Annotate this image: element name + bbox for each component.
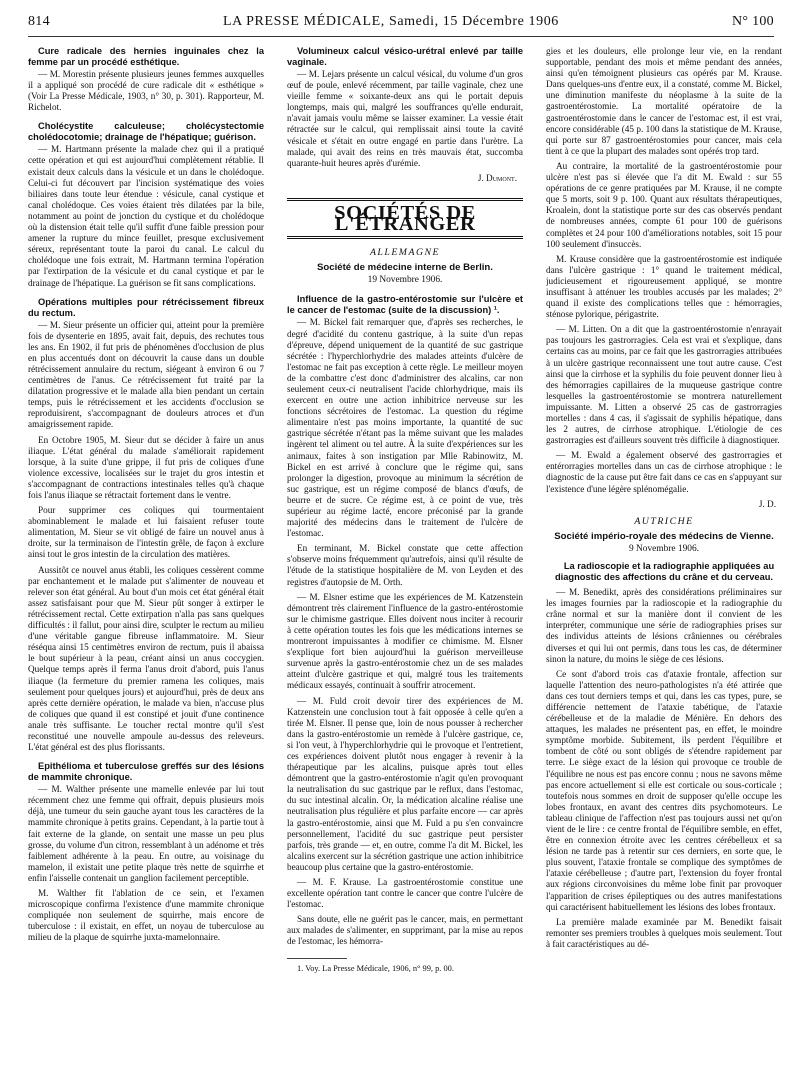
article-paragraph: Aussitôt ce nouvel anus établi, les coliques cessèrent comme par enchantement et le malade put s'alimenter de nouveau et relever son état général. Au bout d'un mois cet état général était assez satisfaisant pour que M. Sieur pût songer à extirper le rétrécissement rectal. Cette extirpation n'alla pas sans quelques difficultés : il fallut, pour ainsi dire, sculpter le rectum au milieu d'une véritable gangue fibreuse inflammatoire. M. Sieur réséqua ainsi 15 centimètres environ de rectum, puis il abaissa le bout supérieur à la peau, créant ainsi un anus coccygien. Quelque temps après il ferma l'anus droit d'abord, puis l'anus iliaque (la fermeture du premier ramena les coliques, mais seulement pour quelques jours) et aujourd'hui, près de deux ans après cette dernière opération, le malade va bien, n'accuse plus de coliques que quand il est constipé et jouit d'une continence anale très suffisante. Le toucher rectal montre qu'il s'est reconstitué une nouvelle ampoule au-dessus des releveurs. L'état général est des plus florissants. (28, 564, 264, 753)
article-paragraph: Au contraire, la mortalité de la gastroentérostomie pour ulcère n'est pas si élevée que l'a dit M. Ewald : sur 55 opérations de ce genre pratiquées par M. Krause, il ne compte que 5 morts, soit 9 p. 100. Quant aux résultats thérapeutiques, Kroalein, dont la statistique porte sur des cas observés pendant de nombreuses années, compte 61 pour 100 de guérisons complètes et 24 pour 100 d'améliorations notables, soit 15 pour 100 seulement d'insuccès. (546, 160, 782, 249)
footnote-rule (287, 958, 347, 959)
section-banner: SOCIÉTÉS DE L'ÉTRANGER (287, 198, 523, 239)
article-paragraph: Pour supprimer ces coliques qui tourmentaient abominablement le malade et lui faisaient refuser toute alimentation, M. Sieur se vit obligé de faire un nouvel anus à droite, sur la terminaison de l'intestin grêle, de façon à exclure ainsi tout le gros intestin de la circulation des matières. (28, 505, 264, 560)
header-rule (28, 36, 774, 37)
article-title-calcul: Volumineux calcul vésico-urétral enlevé par taille vaginale. (287, 46, 523, 67)
article-paragraph: En Octobre 1905, M. Sieur dut se décider à faire un anus iliaque. L'état général du malade s'améliorait rapidement lorsque, à la suite d'une grippe, il fut pris de coliques d'une violence excessive, localisées sur le trajet du gros intestin et s'accompagnant de contractions intestinales telles qu'à chaque fois l'anus iliaque se rétractait fortement dans le ventre. (28, 434, 264, 500)
society-name: Société império-royale des médecins de Vienne. (554, 530, 774, 542)
article-title-rectum: Opérations multiples pour rétrécissement fibreux du rectum. (28, 296, 264, 318)
article-paragraph: — M. Elsner estime que les expériences de M. Katzenstein démontrent très clairement l'influence de la gastro-entérostomie sur le chimisme gastrique. Elles doivent nous inciter à recourir à cette opération toutes les fois que les médications internes se montreront impuissantes à modifier ce chimisme. M. Elsner s'explique fort bien aujourd'hui la guérison merveilleuse survenue après la gastro-entérostomie chez un de ses malades atteint d'ulcère gastrique et qui, malgré tous les traitements médicaux essayés, continuait à souffrir atrocement. (287, 591, 523, 691)
article-paragraph: M. Krause considère que la gastroentérostomie est indiquée dans l'ulcère gastrique : 1° quand le traitement médical, judicieusement et rigoureusement appliqué, se montre insuffisant à atténuer les troubles accusés par les malades; 2° quand il existe des complications telles que : hémorragies, sténose pylorique, périgastrite. (546, 253, 782, 320)
article-paragraph: M. Walther fit l'ablation de ce sein, et l'examen microscopique confirma l'existence d'une mammite chronique compliquée non seulement de squirrhe, mais encore de tuberculose : il existait, en effet, un noyau de tuberculose au milieu de la plaque de squirrhe juxta-mamelonnaire. (28, 888, 264, 943)
article-paragraph: En terminant, M. Bickel constate que cette affection s'observe moins fréquemment qu'autrefois, ainsi qu'il résulte de l'étude de la statistique hospitalière de M. von Leyden et des registres d'autopsie de M. Orth. (287, 543, 523, 587)
column-1 (28, 46, 264, 1076)
author-signature: J. D. (758, 498, 776, 509)
article-title-hernies: Cure radicale des hernies inguinales chez la femme par un procédé esthétique. (28, 46, 264, 67)
article-paragraph: — M. Hartmann présente la malade chez qui il a pratiqué cette opération et qui est aujourd'hui complètement rétablie. Il existait deux calculs dans la vésicule et un dans le cholédoque. Celui-ci fut découvert par l'incision systématique des voies biliaires dans toute leur étendue : vésicule, canal cystique et canal cholédoque. Ces voies étaient très dilatées par la bile, notamment au point de jonction du cystique et du cholédoque où la distension était telle qu'il suffit d'une faible pression pour amener la rupture du mince feuillet, presque exclusivement séreux, représentant toute la paroi du canal. Le calcul du cholédoque une fois extrait, M. Hartmann termina l'opération par l'extirpation de la vésicule et du canal cystique et par le drainage de l'hépatique. La guérison se fit sans complications. (28, 144, 264, 288)
article-title-radioscopie: La radioscopie et la radiographie appliquées au diagnostic des affections du crâne et du cerveau. (554, 561, 775, 583)
article-paragraph: — M. Fuld croit devoir tirer des expériences de M. Katzenstein une conclusion tout à fait opposée à celle qu'en a tirée M. Elsner. Il pense que, loin de nous pousser à rechercher dans la gastro-entérostomie un remède à l'ulcère gastrique, ce, si l'on veut, à l'hyperchlorhydrie qui le provoque et l'entretient, ces expériences doivent plutôt nous engager à revenir à la thérapeutique par les alcalins, puisque après tout elles démontrent que la gastro-entérostomie n'agit qu'en provoquant la neutralisation du suc gastrique par le reflux, dans l'estomac, du suc intestinal alcalin. Or, la médication alcaline réalise une neutralisation plus régulière et plus parfaite encore — car après la gastro-entérostomie, ainsi que M. Fuld a pu s'en convaincre personnellement, l'acidité du suc gastrique peut persister parfois, très grande — et, en outre, comme l'a dit M. Bickel, les alcalins exercent sur la sécrétion gastrique une action inhibitrice beaucoup plus certaine que la gastro-entérostomie. (287, 695, 523, 872)
article-paragraph: — M. Morestin présente plusieurs jeunes femmes auxquelles il a appliqué son procédé de cure radicale dit « esthétique » (Voir La Presse Médicale, 1903, n° 30, p. 301). Rapporteur, M. Richelot. (28, 69, 264, 113)
article-paragraph: — M. Benedikt, après des considérations préliminaires sur les images fournies par la radioscopie et la radiographie du crâne normal et sur la manière dont il convient de les interpréter, communique une série de radiographies prises sur des individus atteints de lésions crâniennes ou cérébrales diverses et qui lui ont permis, dans tous les cas, de déterminer sinon la nature, du moins le siège de ces lésions. (546, 587, 782, 664)
journal-title: LA PRESSE MÉDICALE, Samedi, 15 Décembre 1906 (222, 14, 559, 29)
article-title-gastro: Influence de la gastro-entérostomie sur l'ulcère et le cancer de l'estomac (suite de la discussion) ¹. (287, 294, 523, 316)
society-name: Société de médecine interne de Berlin. (317, 262, 493, 274)
article-paragraph: — M. Lejars présente un calcul vésical, du volume d'un gros œuf de poule, enlevé récemment, par taille vaginale, chez une vieille femme « soixante-deux ans qui le portait depuis longtemps, mais qui, malgré les souffrances qu'elle endurait, n'avait jamais voulu même se laisser examiner. La vessie était rétractée sur le calcul, qui remplissait ainsi toute la cavité vésicale et s'était en outre engagé en partie dans l'urètre. La malade, qui avait des reins en très mauvais état, succomba quarante-huit heures après d'urémie. (287, 69, 523, 168)
session-date: 9 Novembre 1906. (628, 543, 700, 554)
session-date: 19 Novembre 1906. (367, 275, 443, 286)
article-paragraph: — M. F. Krause. La gastroentérostomie constitue une excellente opération tant contre le cancer que contre l'ulcère de l'estomac. (287, 877, 523, 910)
article-paragraph: — M. Ewald a également observé des gastrorragies et entérorragies mortelles dans un cas de cirrhose atrophique : le diagnostic de la cause put être fait dans ce cas en s'appuyant sur l'existence d'une légère splénomégalie. (546, 450, 782, 494)
issue-number: N° 100 (731, 14, 774, 29)
column-3 (546, 46, 782, 1076)
article-paragraph: La première malade examinée par M. Benedikt faisait remonter ses premiers troubles à quelques mois seulement. Tout à fait caractéristiques au dé- (546, 916, 782, 949)
article-paragraph: Sans doute, elle ne guérit pas le cancer, mais, en permettant aux malades de s'alimenter, en supprimant, par la mise au repos de l'estomac, les hémorra- (287, 914, 523, 947)
page-header (28, 14, 774, 36)
article-title-epithelioma: Epithélioma et tuberculose greffés sur des lésions de mammite chronique. (28, 761, 264, 783)
footnote: 1. Voy. La Presse Médicale, 1906, n° 99, p. 00. (297, 963, 454, 973)
author-signature: J. Dumont. (477, 172, 517, 183)
article-title-cholecystite: Cholécystite calculeuse; cholécystectomie cholédocotomie; drainage de l'hépatique; guérison. (28, 121, 264, 143)
country-heading: ALLEMAGNE (369, 247, 441, 259)
country-heading: AUTRICHE (634, 515, 694, 527)
article-paragraph: Ce sont d'abord trois cas d'ataxie frontale, affection sur laquelle l'attention des neuro-pathologistes n'a été attirée que dans ces tout derniers temps et qui, dans les cas types, pure, se différencie nettement de l'ataxie tabétique, de l'ataxie cérébelleuse et de la maladie de Ménière. En dehors des attaques, les malades ne présentent pas, en effet, le moindre symptôme morbide. Subitement, ils perdent l'équilibre et tombent de côté ou sont obligés de s'étendre rapidement par terre. Le siège exact de la lésion qui provoque ce trouble de l'équilibre ne nous est pas encore connu ; nous ne savons même pas encore actuellement si elle est corticale ou sous-corticale ; toutefois nous sommes en droit de supposer qu'elle occupe les lobes frontaux, en avant des centres dits psychomoteurs. Le tableau clinique de l'affection n'est pas toujours aussi net qu'on vient de le lire : ce centre frontal de l'équilibre semble, en effet, être en connexion étroite avec les centres cérébelleux et sa lésion ne tarde pas à retentir sur ces derniers, en sorte que, le plus souvent, l'ataxie frontale se complique des symptômes de l'ataxie cérébelleuse ; d'autre part, l'extension du foyer frontal aux régions circonvoisines du même lobe finit par provoquer l'apparition de crises épileptiques ou des autres manifestations qui caractérisent habituellement les lésions des lobes frontaux. (546, 668, 782, 912)
article-paragraph: — M. Walther présente une mamelle enlevée par lui tout récemment chez une femme qui offrait, depuis plusieurs mois déjà, une tumeur du sein gauche ayant tous les caractères de la mammite chronique à petits grains. Cependant, à la partie tout à fait externe de la glande, on sentait une masse un peu plus grosse, du volume d'un citron, ressemblant à un adénome et très faiblement adhérente à la peau. En outre, au voisinage du mamelon, il existait une petite plaque très nette de squirrhe et enfin l'aisselle contenait un ganglion facilement perceptible. (28, 784, 264, 883)
article-paragraph: — M. Litten. On a dit que la gastroentérostomie n'enrayait pas toujours les gastrorragies. Cela est vrai et s'explique, dans certains cas au moins, par ce fait que les gastrorragies attribuées à un ulcère gastrique reconnaissent une tout autre cause. C'est ainsi que la cirrhose et la syphilis du foie peuvent donner lieu à des hémorragies capillaires de la muqueuse gastrique contre lesquelles la gastroentérostomie se montrera naturellement impuissante. M. Litten a observé 25 cas de gastrorragies mortelles : dans 4 cas, il s'agissait de syphilis hépatique, dans les 2 autres, de cirrhose atrophique. L'étiologie de ces gastrorragies est d'ailleurs souvent très difficile à diagnostiquer. (546, 324, 782, 446)
article-paragraph: — M. Sieur présente un officier qui, atteint pour la première fois de dysenterie en 1895, avait fait, depuis, des rechutes tous les ans. En 1902, il fut pris de phénomènes d'occlusion de plus en plus accentués dont on découvrit la cause dans un double rétrécissement annulaire du rectum, siégeant à environ 6 ou 7 centimètres de l'anus. Ce rétrécissement fut traité par la dilatation progressive et le malade alla bien pendant un certain temps, puis le rétrécissement et les accidents d'occlusion se reproduisirent, s'accompagnant de douleurs atroces et d'un amaigrissement rapide. (28, 319, 264, 430)
article-paragraph: gies et les douleurs, elle prolonge leur vie, en la rendant supportable, pendant des mois et même pendant des années, ainsi qu'en témoignent plusieurs cas opérés par M. Krause. Dans quelques-uns d'entre eux, il a constaté, comme M. Bickel, une diminution manifeste du néoplasme à la suite de la gastroentérostomie. La mortalité opératoire de la gastroentérostomie dans le cancer de l'estomac est, il est vrai, encore considérable (45 p. 100 dans la statistique de M. Krause, qui porte sur 87 gastroentérostomies pour cancer, mais cela tient à ce que la plupart des malades sont opérés trop tard. (546, 46, 782, 156)
column-2 (287, 46, 523, 1076)
page-number: 814 (28, 14, 50, 29)
article-paragraph: — M. Bickel fait remarquer que, d'après ses recherches, le degré d'acidité du contenu gastrique, à la suite d'un repas d'épreuve, dépend uniquement de la quantité de suc gastrique sécrétée : l'hyperchlorhydrie des malades atteints d'ulcère de l'estomac ne fait pas exception à cette règle. Le meilleur moyen de la combattre c'est donc d'administrer des alcalins, car non seulement ceux-ci neutralisent l'acide chlorhydrique, mais ils exercent en outre une action inhibitrice nerveuse sur les fonctions sécrétoires de l'estomac. La question du régime alimentaire n'est pas moins importante, la quantité de suc gastrique sécrétée n'étant pas la même suivant que les malades ingèrent tel aliment ou tel autre. À la suite d'expériences sur les animaux, faites à son instigation par Mlle Rabinowitz, M. Bickel en est arrivé à conclure que le régime qui, sans prolonger la digestion, provoque au minimum la sécrétion de suc gastrique, est un régime composé de blancs d'œufs, de beurre et de sucre. Ce régime est, à ce point de vue, très supérieur au régime lacté, encore préconisé par la grande majorité des médecins dans le traitement de l'ulcère de l'estomac. (287, 317, 523, 539)
